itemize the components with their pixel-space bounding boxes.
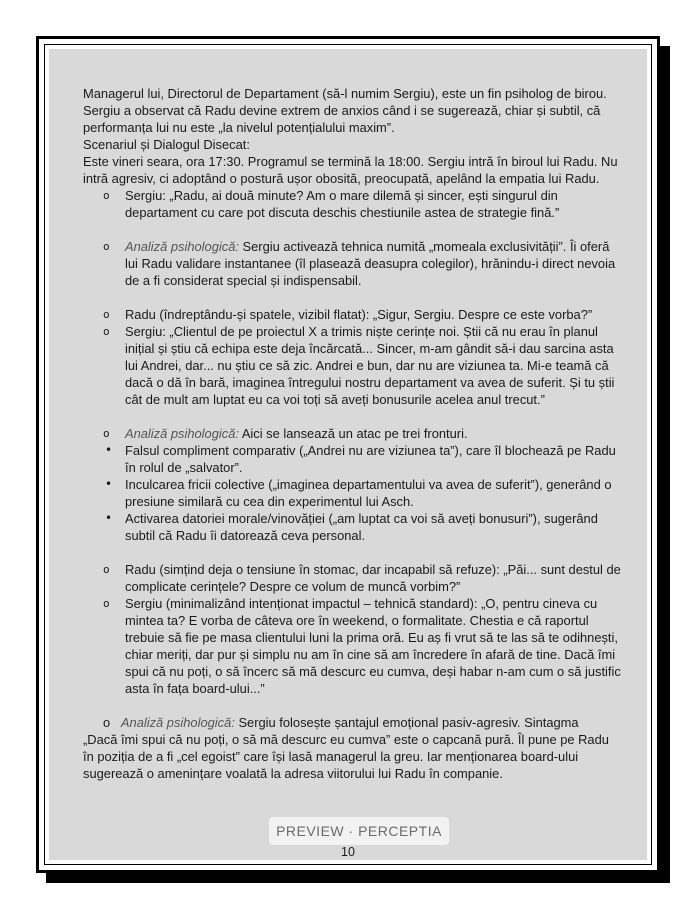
point-text: Activarea datoriei morale/vinovăției („am luptat ca voi să aveți bonusuri”), sugerând subtil că Radu îi datorează ceva personal.	[125, 511, 598, 543]
dialogue-text: Sergiu (minimalizând intenționat impactul – tehnică standard): „O, pentru cineva cu mintea ta? E vorba de câteva ore în weekend, o formalitate. Chestia e că raportul trebuie să fie pe masa clientului luni la prima oră. Eu aș fi vrut să te las să te odihnești, chiar meriți, dar pur și simplu nu am în cine să am încredere în afară de tine. Dacă îmi spui că nu poți, o să încerc să mă descurc eu cumva, deși habar n-am cum o să justific asta în fața board-ului...”	[125, 596, 621, 696]
dialogue-item	[83, 595, 623, 697]
page-frame-inner	[44, 44, 652, 865]
analysis-label: Analiză psihologică:	[125, 239, 239, 254]
dot-bullet: •	[105, 443, 113, 457]
page-content	[83, 85, 623, 782]
intro-paragraph: Managerul lui, Directorul de Departament (să-l numim Sergiu), este un fin psiholog de birou. Sergiu a observat că Radu devine extrem de anxios când i se sugerează, chiar și subtil, că performanța lui nu este „la nivelul potențialului maxim”.	[83, 86, 607, 135]
analysis-text: Aici se lansează un atac pe trei fronturi.	[238, 426, 468, 441]
dialogue-text: Radu (simțind deja o tensiune în stomac, dar incapabil să refuze): „Păi... sunt destul de complicate cerințele? Despre ce volum de muncă vorbim?”	[125, 562, 621, 594]
point-text: Inculcarea fricii colective („imaginea departamentului va avea de suferit”), generând o presiune similară cu cea din experimentul lui Asch.	[125, 477, 612, 509]
scene-paragraph: Este vineri seara, ora 17:30. Programul se termină la 18:00. Sergiu intră în biroul lui Radu. Nu intră agresiv, ci adoptând o postură ușor obosită, preocupată, apelând la empatia lui Radu.	[83, 154, 618, 186]
dialogue-item	[83, 323, 623, 408]
section-heading: Scenariul și Dialogul Disecat:	[83, 137, 250, 152]
dialogue-item	[83, 561, 623, 595]
preview-badge: PREVIEW · PERCEPTIA	[269, 817, 449, 845]
final-analysis-continuation: „Dacă îmi spui că nu poți, o să mă descurc eu cumva” este o capcană pură. Îl pune pe Radu în poziția de a fi „cel egoist” care își lasă managerul la greu. Iar menționarea board-ului sugerează o amenințare voalată la adresa viitorului lui Radu în companie.	[83, 732, 609, 781]
circle-bullet: o	[103, 308, 110, 321]
dialogue-item	[83, 187, 623, 221]
circle-bullet: o	[103, 325, 110, 338]
analysis-label: Analiză psihologică:	[125, 426, 239, 441]
dot-bullet: •	[105, 477, 113, 491]
point-text: Falsul compliment comparativ („Andrei nu are viziunea ta”), care îl blochează pe Radu în rolul de „salvator”.	[125, 443, 616, 475]
analysis-text: Sergiu activează tehnica numită „momeala exclusivității”. Îi oferă lui Radu validare instantanee (îl plasează deasupra colegilor), hrănindu-i direct nevoia de a fi considerat special și indispensabil.	[125, 239, 616, 288]
dot-bullet: •	[105, 511, 113, 525]
circle-bullet: o	[103, 240, 110, 253]
circle-bullet: o	[103, 427, 110, 440]
circle-bullet: o	[103, 189, 110, 202]
analysis-item	[83, 238, 623, 289]
dialogue-text: Sergiu: „Clientul de pe proiectul X a trimis niște cerințe noi. Știi că nu erau în planul inițial și știu că echipa este deja încărcată... Sincer, m-am gândit să-i dau sarcina asta lui Andrei, dar... nu știu ce să zic. Andrei e bun, dar nu are viziunea ta. Mi-e teamă că dacă o dă în bară, imaginea întregului nostru departament va avea de suferit. Și tu știi cât de mult am luptat eu ca voi toți să aveți bonusurile acelea anul trecut.”	[125, 324, 615, 407]
final-analysis-line	[83, 714, 623, 731]
dialogue-item	[83, 306, 623, 323]
point-item	[83, 442, 623, 476]
point-item	[83, 510, 623, 544]
analysis-text: Sergiu folosește șantajul emoțional pasiv-agresiv. Sintagma	[234, 715, 579, 730]
dialogue-text: Radu (îndreptându-și spatele, vizibil flatat): „Sigur, Sergiu. Despre ce este vorba?”	[125, 307, 593, 322]
circle-bullet: o	[103, 563, 110, 576]
page-number: 10	[341, 845, 355, 859]
page	[49, 49, 647, 860]
circle-bullet: o	[103, 597, 110, 610]
analysis-label: Analiză psihologică:	[120, 715, 235, 730]
dialogue-text: Sergiu: „Radu, ai două minute? Am o mare dilemă și sincer, ești singurul din departament cu care pot discuta deschis chestiunile astea de strategie fină.”	[125, 188, 560, 220]
page-frame	[36, 36, 660, 873]
analysis-item	[83, 425, 623, 442]
circle-bullet: o	[103, 715, 111, 730]
point-item	[83, 476, 623, 510]
